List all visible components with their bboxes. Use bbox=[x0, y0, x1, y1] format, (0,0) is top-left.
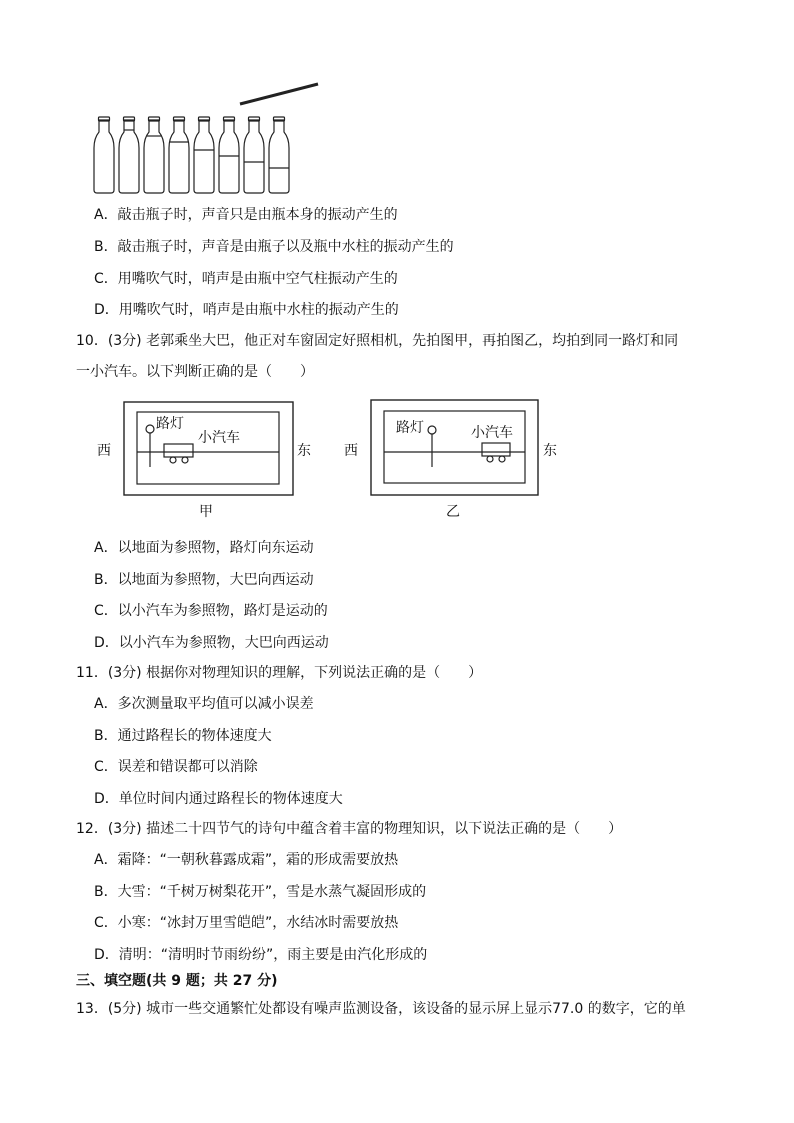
bottle-7 bbox=[244, 117, 264, 193]
q9-option-b: B．敲击瓶子时，声音是由瓶子以及瓶中水柱的振动产生的 bbox=[94, 239, 454, 255]
bottle-6 bbox=[219, 117, 239, 193]
q10-option-c: C．以小汽车为参照物，路灯是运动的 bbox=[94, 603, 328, 619]
q10-stem-line1: 10．(3分) 老郭乘坐大巴，他正对车窗固定好照相机，先拍图甲，再拍图乙，均拍到同一路灯和同 bbox=[76, 333, 679, 349]
bottle-4 bbox=[169, 117, 189, 193]
q12-stem: 12．(3分) 描述二十四节气的诗句中蕴含着丰富的物理知识，以下说法正确的是（ ） bbox=[76, 821, 623, 837]
east-label-a: 东 bbox=[297, 443, 311, 459]
q9-option-d: D．用嘴吹气时，哨声是由瓶中水柱的振动产生的 bbox=[94, 302, 399, 318]
q11-option-a: A．多次测量取平均值可以减小误差 bbox=[94, 696, 314, 712]
striking-stick bbox=[240, 84, 318, 104]
q10-option-b: B．以地面为参照物，大巴向西运动 bbox=[94, 572, 314, 588]
q11-option-c: C．误差和错误都可以消除 bbox=[94, 759, 258, 775]
bottles-figure bbox=[88, 78, 328, 196]
lamp-label-b: 路灯 bbox=[396, 420, 424, 436]
car-label-a: 小汽车 bbox=[198, 430, 240, 446]
bottle-2 bbox=[119, 117, 139, 193]
q12-option-a: A．霜降：“一朝秋暮露成霜”，霜的形成需要放热 bbox=[94, 852, 399, 868]
caption-b: 乙 bbox=[446, 504, 460, 520]
q11-stem: 11．(3分) 根据你对物理知识的理解，下列说法正确的是（ ） bbox=[76, 665, 483, 681]
west-label-b: 西 bbox=[344, 443, 358, 459]
q10-option-a: A．以地面为参照物，路灯向东运动 bbox=[94, 540, 314, 556]
photo-b-frame bbox=[370, 399, 540, 497]
car-a bbox=[164, 444, 193, 463]
q11-option-b: B．通过路程长的物体速度大 bbox=[94, 728, 272, 744]
street-lamp-b bbox=[428, 426, 436, 467]
q10-stem-line2: 一小汽车。以下判断正确的是（ ） bbox=[76, 364, 314, 380]
bottle-8 bbox=[269, 117, 289, 193]
q13-stem: 13．(5分) 城市一些交通繁忙处都设有噪声监测设备，该设备的显示屏上显示77.0 的数字，它的单 bbox=[76, 1001, 686, 1017]
west-label-a: 西 bbox=[97, 443, 111, 459]
car-label-b: 小汽车 bbox=[471, 425, 513, 441]
q12-option-b: B．大雪：“千树万树梨花开”，雪是水蒸气凝固形成的 bbox=[94, 884, 427, 900]
street-lamp-a bbox=[146, 425, 154, 467]
q11-option-d: D．单位时间内通过路程长的物体速度大 bbox=[94, 791, 343, 807]
bottle-3 bbox=[144, 117, 164, 193]
q12-option-c: C．小寒：“冰封万里雪皑皑”，水结冰时需要放热 bbox=[94, 915, 399, 931]
q12-option-d: D．清明：“清明时节雨纷纷”，雨主要是由汽化形成的 bbox=[94, 947, 428, 963]
lamp-label-a: 路灯 bbox=[156, 416, 184, 432]
section-heading-fill-in: 三、填空题(共 9 题；共 27 分) bbox=[76, 973, 278, 989]
east-label-b: 东 bbox=[543, 443, 557, 459]
q10-option-d: D．以小汽车为参照物，大巴向西运动 bbox=[94, 635, 329, 651]
bottle-5 bbox=[194, 117, 214, 193]
q9-option-a: A．敲击瓶子时，声音只是由瓶本身的振动产生的 bbox=[94, 207, 398, 223]
photo-a-frame bbox=[123, 401, 295, 497]
caption-a: 甲 bbox=[199, 504, 213, 520]
bottle-1 bbox=[94, 117, 114, 193]
q9-option-c: C．用嘴吹气时，哨声是由瓶中空气柱振动产生的 bbox=[94, 271, 398, 287]
